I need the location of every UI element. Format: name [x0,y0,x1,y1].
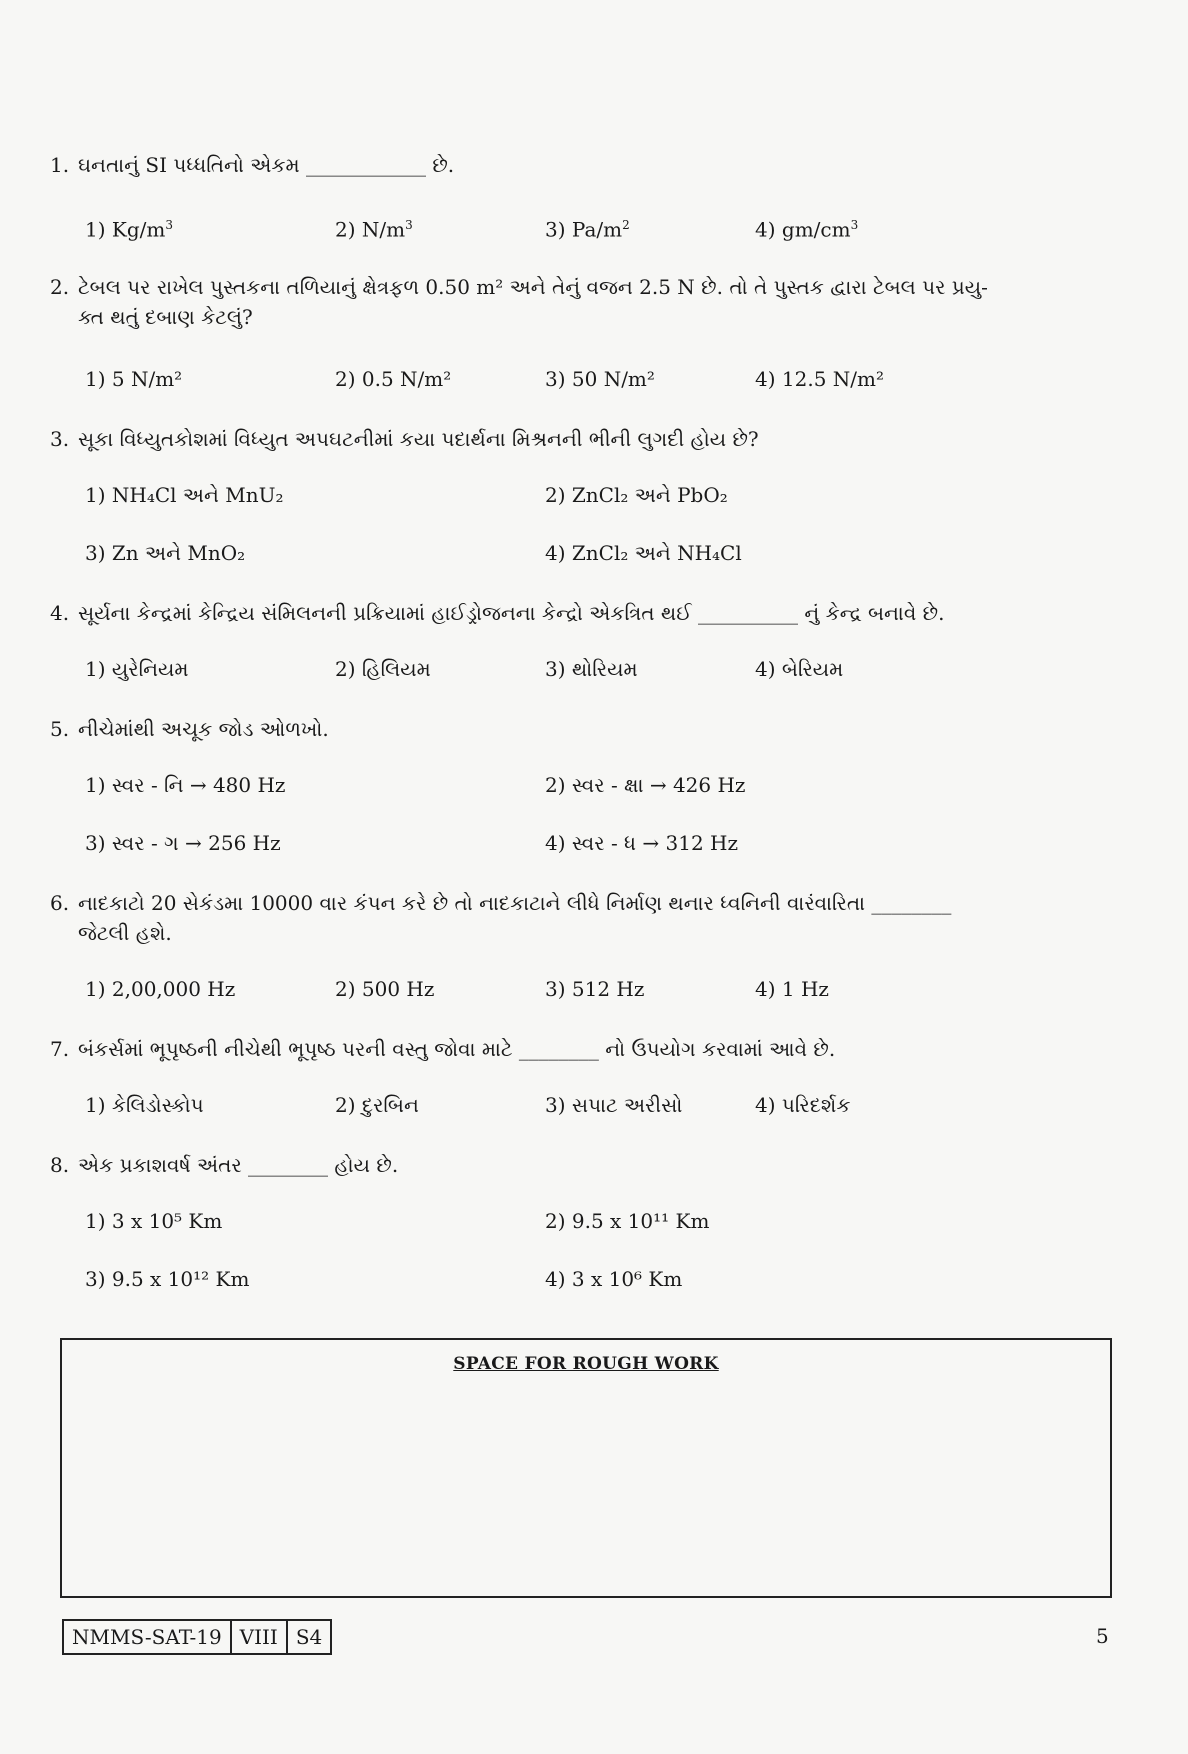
option: 3) $Pa/m^2$ [545,217,630,242]
question-8 [50,1150,398,1180]
question-number: 8. [50,1153,70,1177]
option: 2) સ્વર - ક્ષા → 426 Hz [545,773,746,797]
question-number: 2. [50,275,70,299]
set-label: S4 [295,1625,323,1649]
option: 1) 3 x 10⁵ Km [85,1209,223,1233]
option: 4) $gm/cm^3$ [755,217,859,242]
option: 2) દુરબિન [335,1093,419,1117]
question-number: 7. [50,1037,70,1061]
rough-work-title: SPACE FOR ROUGH WORK [453,1354,719,1374]
question-number: 1. [50,153,70,177]
question-2 [50,272,1110,332]
question-text: ઘનતાનું SI પધ્ધતિનો એકમ ____________ છે. [78,153,455,177]
question-7 [50,1034,835,1064]
option: 3) 50 N/m² [545,367,655,391]
option: 3) 512 Hz [545,977,645,1001]
option: 2) હિલિયમ [335,657,431,681]
option: 1) યુરેનિયમ [85,657,189,681]
option: 2) $N/m^3$ [335,217,413,242]
question-text: નાદકાટો 20 સેકંડમા 10000 વાર કંપન કરે છે તો નાદકાટાને લીધે નિર્માણ થનાર ધ્વનિની વારંવારિતા ________ [78,891,952,915]
option: 4) 3 x 10⁶ Km [545,1267,683,1291]
question-6 [50,888,1110,948]
question-5 [50,714,329,744]
option: 3) થોરિયમ [545,657,638,681]
question-number: 6. [50,891,70,915]
option: 4) 1 Hz [755,977,829,1001]
option: 1) $Kg/m^3$ [85,217,173,242]
paper-code: NMMS-SAT-19 [64,1621,232,1653]
option: 2) 0.5 N/m² [335,367,452,391]
option: 2) ZnCl₂ અને PbO₂ [545,483,728,507]
question-text-continued: ક્ત થતું દબાણ કેટલું? [78,305,253,329]
option: 3) Zn અને MnO₂ [85,541,246,565]
option: 4) ZnCl₂ અને NH₄Cl [545,541,742,565]
question-text: નીચેમાંથી અચૂક જોડ ઓળખો. [78,717,329,741]
option: 4) પરિદર્શક [755,1093,851,1117]
option: 2) 500 Hz [335,977,435,1001]
question-text-continued: જેટલી હશે. [78,921,172,945]
option: 1) કેલિડોસ્કોપ [85,1093,204,1117]
question-text: સૂકા વિધ્યુતકોશમાં વિધ્યુત અપઘટનીમાં કયા પદાર્થના મિશ્રનની ભીની લુગદી હોય છે? [78,427,759,451]
question-3 [50,424,759,454]
option: 4) બેરિયમ [755,657,844,681]
question-text: ટેબલ પર રાખેલ પુસ્તકના તળિયાનું ક્ષેત્રફળ 0.50 m² અને તેનું વજન 2.5 N છે. તો તે પુસ્તક દ્વારા ટેબલ પર પ્રયુ- [78,275,988,299]
option: 4) સ્વર - ધ → 312 Hz [545,831,739,855]
option: 2) 9.5 x 10¹¹ Km [545,1209,710,1233]
option: 3) 9.5 x 10¹² Km [85,1267,250,1291]
question-text: બંકર્સમાં ભૂપૃષ્ઠની નીચેથી ભૂપૃષ્ઠ પરની વસ્તુ જોવા માટે ________ નો ઉપયોગ કરવામાં આવે છે. [78,1037,836,1061]
option: 1) 2,00,000 Hz [85,977,236,1001]
paper-code-box [62,1619,332,1655]
option: 1) સ્વર - નિ → 480 Hz [85,773,286,797]
class-label: VIII [232,1621,288,1653]
option: 1) NH₄Cl અને MnU₂ [85,483,284,507]
question-number: 4. [50,601,70,625]
question-1 [50,150,454,180]
question-text: એક પ્રકાશવર્ષ અંતર ________ હોય છે. [78,1153,399,1177]
question-number: 5. [50,717,70,741]
option: 3) સપાટ અરીસો [545,1093,683,1117]
rough-work-box [60,1338,1112,1598]
page-number: 5 [1096,1624,1109,1648]
question-number: 3. [50,427,70,451]
option: 3) સ્વર - ગ → 256 Hz [85,831,281,855]
option: 4) 12.5 N/m² [755,367,884,391]
option: 1) 5 N/m² [85,367,183,391]
question-4 [50,598,944,628]
question-text: સૂર્યના કેન્દ્રમાં કેન્દ્રિય સંમિલનની પ્રક્રિયામાં હાઈડ્રોજનના કેન્દ્રો એકત્રિત થઈ __________ નું કેન્દ્ર બનાવે છે. [78,601,945,625]
